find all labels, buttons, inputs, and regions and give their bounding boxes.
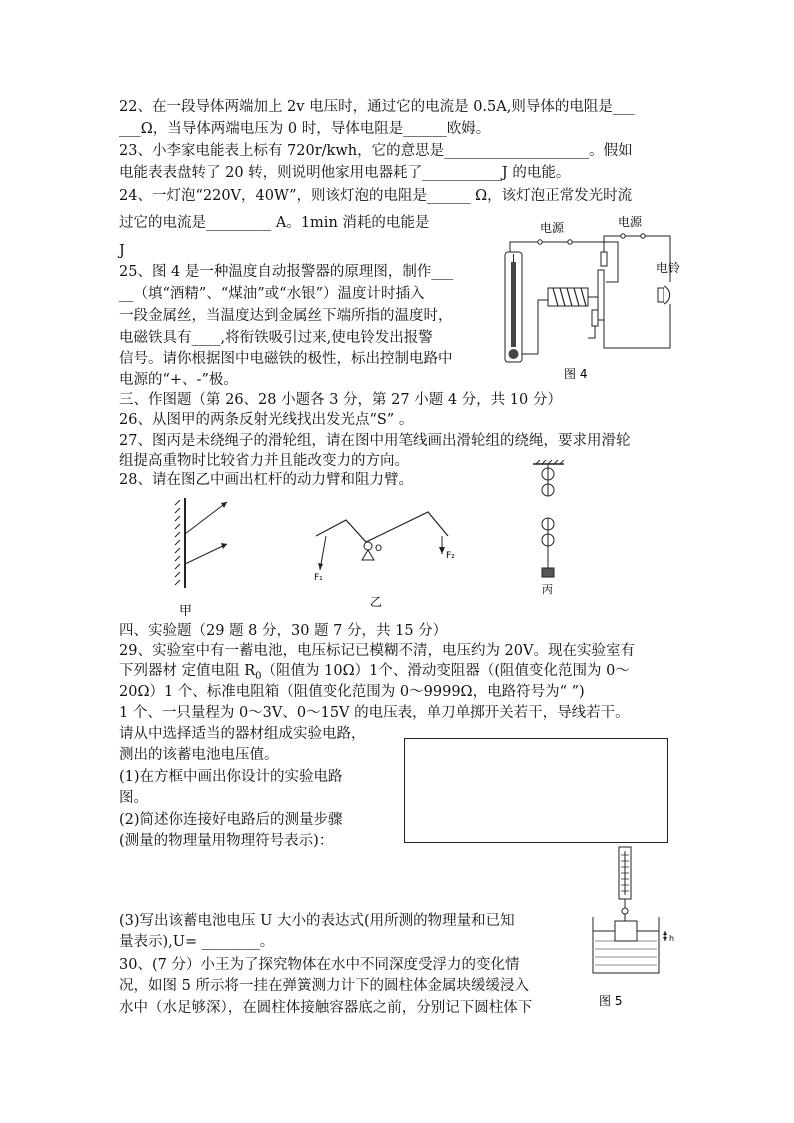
fig5-caption: 图 5 bbox=[599, 994, 623, 1008]
section-4-heading: 四、实验题（29 题 8 分，30 题 7 分，共 15 分） bbox=[119, 623, 448, 639]
q23-line1: 23、小李家电能表上标有 720r/kwh，它的意思是____________________。假如 bbox=[119, 143, 633, 159]
fig-bing-pulleys bbox=[528, 460, 578, 600]
q30-line2: 况，如图 5 所示将一挂在弹簧测力计下的圆柱体金属块缓缓浸入 bbox=[119, 978, 529, 994]
q25-line2: __（填“酒精”、“煤油”或“水银”）温度计时插入 bbox=[119, 286, 425, 302]
q24-line1: 24、一灯泡“220V，40W”，则该灯泡的电阻是______ Ω，该灯泡正常发光时流 bbox=[119, 188, 633, 204]
q25-line4: 电磁铁具有____,将衔铁吸引过来,使电铃发出报警 bbox=[119, 330, 433, 346]
fig-yi-fulcrum-label: O bbox=[375, 544, 383, 554]
fig5-h-label: h bbox=[669, 934, 675, 943]
q29-line3: 20Ω）1 个、标准电阻箱（阻值变化范围为 0～9999Ω，电路符号为“ ”) bbox=[119, 684, 585, 700]
q28-line: 28、请在图乙中画出杠杆的动力臂和阻力臂。 bbox=[119, 472, 413, 488]
q22-line2: ___Ω，当导体两端电压为 0 时，导体电阻是______欧姆。 bbox=[119, 121, 491, 137]
q30-line1: 30、(7 分）小王为了探究物体在水中不同深度受浮力的变化情 bbox=[119, 957, 520, 973]
fig4-alarm-circuit bbox=[498, 214, 688, 384]
fig4-bell-label: 电铃 bbox=[656, 261, 681, 275]
q27-line2: 组提高重物时比较省力并且能改变力的方向。 bbox=[119, 453, 409, 469]
q29-part3-line1: (3)写出该蓄电池电压 U 大小的表达式(用所测的物理量和已知 bbox=[119, 913, 515, 929]
fig-yi-f2-label: F₂ bbox=[446, 551, 455, 561]
q25-line3: 一段金属丝，当温度达到金属丝下端所指的温度时， bbox=[119, 308, 453, 324]
fig4-caption: 图 4 bbox=[564, 367, 588, 381]
section-3-heading: 三、作图题（第 26、28 小题各 3 分，第 27 小题 4 分，共 10 分） bbox=[119, 392, 562, 408]
q24-line2: 过它的电流是_________ A。1min 消耗的电能是 bbox=[119, 215, 430, 231]
q29-line6: 测出的该蓄电池电压值。 bbox=[119, 747, 279, 763]
fig-yi-lever bbox=[308, 498, 468, 613]
fig-jia-mirror bbox=[165, 488, 285, 623]
q29-part2-line2: (测量的物理量用物理符号表示)： bbox=[119, 833, 334, 849]
q30-line3: 水中（水足够深），在圆柱体接触容器底之前，分别记下圆柱体下 bbox=[119, 1000, 533, 1016]
q25-line5: 信号。请你根据图中电磁铁的极性，标出控制电路中 bbox=[119, 351, 453, 367]
q29-line2-a: 下列器材 定值电阻 R bbox=[119, 663, 256, 679]
fig4-source-label-1: 电源 bbox=[540, 221, 565, 235]
fig5-spring-scale-setup bbox=[585, 845, 675, 1025]
q29-line2-sub: 0 bbox=[255, 670, 262, 682]
q27-line1: 27、图丙是未绕绳子的滑轮组，请在图中用笔线画出滑轮组的绕绳，要求用滑轮 bbox=[119, 433, 631, 449]
fig-yi-f1-label: F₁ bbox=[314, 573, 323, 583]
q29-line2-b: （阻值为 10Ω）1个、滑动变阻器（(阻值变化范围为 0～ bbox=[261, 663, 630, 679]
q24-line3: J bbox=[119, 243, 125, 259]
fig-yi-caption: 乙 bbox=[370, 595, 383, 609]
circuit-answer-box[interactable] bbox=[404, 738, 668, 843]
q29-line1: 29、实验室中有一蓄电池，电压标记已模糊不清，电压约为 20V。现在实验室有 bbox=[119, 643, 635, 659]
q29-line4: 1 个、一只量程为 0～3V、0～15V 的电压表，单刀单掷开关若干，导线若干。 bbox=[119, 705, 630, 721]
q26-line: 26、从图甲的两条反射光线找出发光点“S” 。 bbox=[119, 412, 414, 428]
q29-part3-line2: 量表示),U= ________。 bbox=[119, 934, 275, 950]
q25-line6: 电源的“+、-”极。 bbox=[119, 372, 238, 388]
q22-line1: 22、在一段导体两端加上 2v 电压时，通过它的电流是 0.5A,则导体的电阻是___ bbox=[119, 99, 635, 115]
q23-line2: 电能表表盘转了 20 转，则说明他家用电器耗了___________J 的电能。 bbox=[119, 165, 571, 181]
q29-part1-line2: 图。 bbox=[119, 790, 148, 806]
fig4-source-label-2: 电源 bbox=[618, 215, 643, 229]
q29-part2-line1: (2)简述你连接好电路后的测量步骤 bbox=[119, 812, 343, 828]
q25-line1: 25、图 4 是一种温度自动报警器的原理图，制作___ bbox=[119, 264, 454, 280]
q29-line5: 请从中选择适当的器材组成实验电路， bbox=[119, 726, 366, 742]
fig-jia-caption: 甲 bbox=[179, 604, 193, 619]
q29-part1-line1: (1)在方框中画出你设计的实验电路 bbox=[119, 769, 343, 785]
fig-bing-caption: 丙 bbox=[542, 583, 553, 596]
